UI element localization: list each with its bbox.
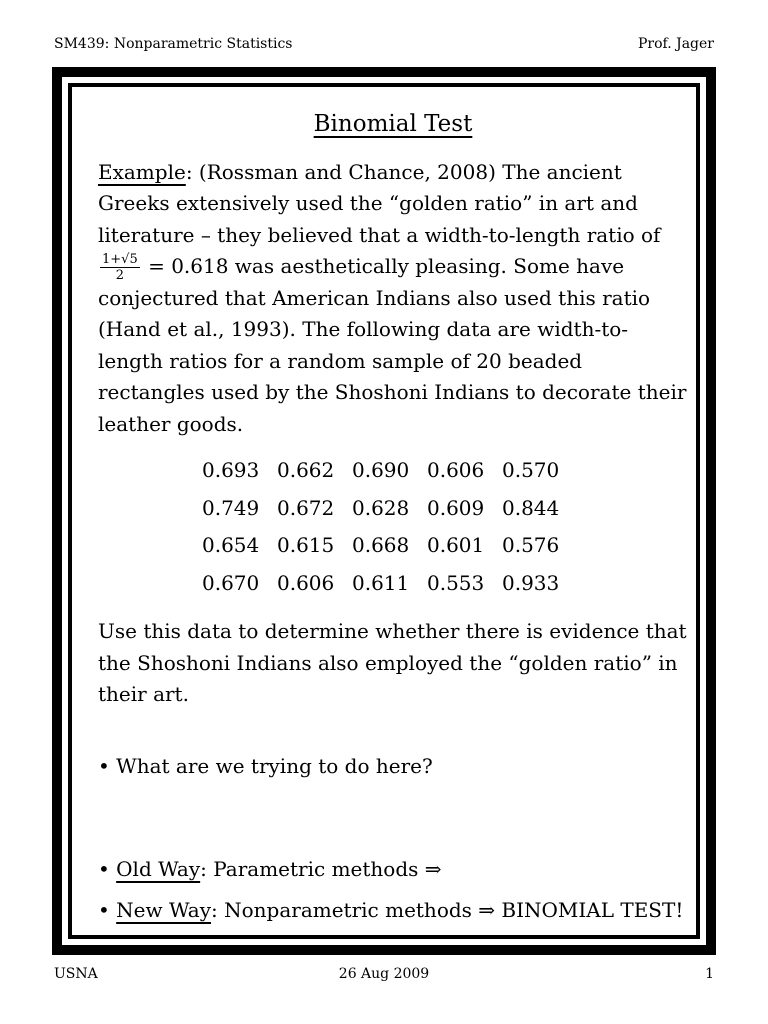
table-cell: 0.611 [352,570,410,595]
slide-title: Binomial Test [313,111,473,137]
table-cell: 0.553 [427,570,485,595]
footer-institution: USNA [54,966,98,982]
ratio-data-table [202,452,577,602]
slide-content [98,109,688,926]
table-cell: 0.606 [277,570,335,595]
table-cell: 0.933 [502,570,560,595]
table-cell: 0.654 [202,533,260,557]
table-row [202,452,577,490]
table-cell: 0.662 [277,458,335,482]
example-paragraph [98,157,688,441]
example-text-1: : (Rossman and Chance, 2008) The ancient Greeks extensively used the “golden ratio” in art and literature – they believed that a width-to-length ratio of [98,159,661,247]
table-cell: 0.628 [352,495,410,520]
table-cell: 0.670 [202,570,260,595]
table-row [202,565,577,603]
table-row [202,490,577,528]
table-cell: 0.693 [202,458,260,482]
bullet-goal [98,751,688,783]
course-title: SM439: Nonparametric Statistics [54,36,293,52]
slide-body [68,83,700,939]
table-cell: 0.615 [277,533,335,557]
question-paragraph: Use this data to determine whether there is evidence that the Shoshoni Indians also employed the “golden ratio” in their art. [98,619,687,706]
table-cell: 0.609 [427,495,485,520]
bullet-goal-text: What are we trying to do here? [116,753,433,778]
table-cell: 0.749 [202,495,260,520]
new-way-text: : Nonparametric methods ⇒ BINOMIAL TEST! [211,897,684,922]
footer-date: 26 Aug 2009 [338,966,430,982]
bullet-dot: • [98,857,110,881]
page-number: 1 [705,966,714,982]
table-cell: 0.672 [277,495,335,520]
new-way-label: New Way [116,897,212,922]
table-cell: 0.844 [502,495,560,520]
table-row [202,527,577,565]
old-way-label: Old Way [116,857,201,881]
slide-frame [52,67,716,955]
frame-gap [62,77,706,945]
example-label: Example [98,159,186,184]
instructor-name: Prof. Jager [637,36,714,52]
bullet-dot: • [98,897,110,922]
old-way-text: : Parametric methods ⇒ [200,857,442,881]
golden-ratio-fraction [100,253,140,282]
table-cell: 0.601 [427,533,485,557]
table-cell: 0.690 [352,458,410,482]
bullet-dot: • [98,753,110,778]
example-text-2: = 0.618 was aesthetically pleasing. Some have conjectured that American Indians also used this ratio (Hand et al., 1993). The following data are width-to-length ratios for a random sample of 20 beaded rectangles used by the Shoshoni Indians to decorate their leather goods. [98,254,687,436]
table-cell: 0.606 [427,458,485,482]
bullet-new-way [98,895,688,927]
table-cell: 0.570 [502,458,560,482]
bullet-old-way [98,854,688,886]
table-cell: 0.576 [502,533,560,557]
table-cell: 0.668 [352,533,410,557]
fraction-numerator: 1+√5 [102,252,138,267]
fraction-denominator: 2 [115,268,124,283]
